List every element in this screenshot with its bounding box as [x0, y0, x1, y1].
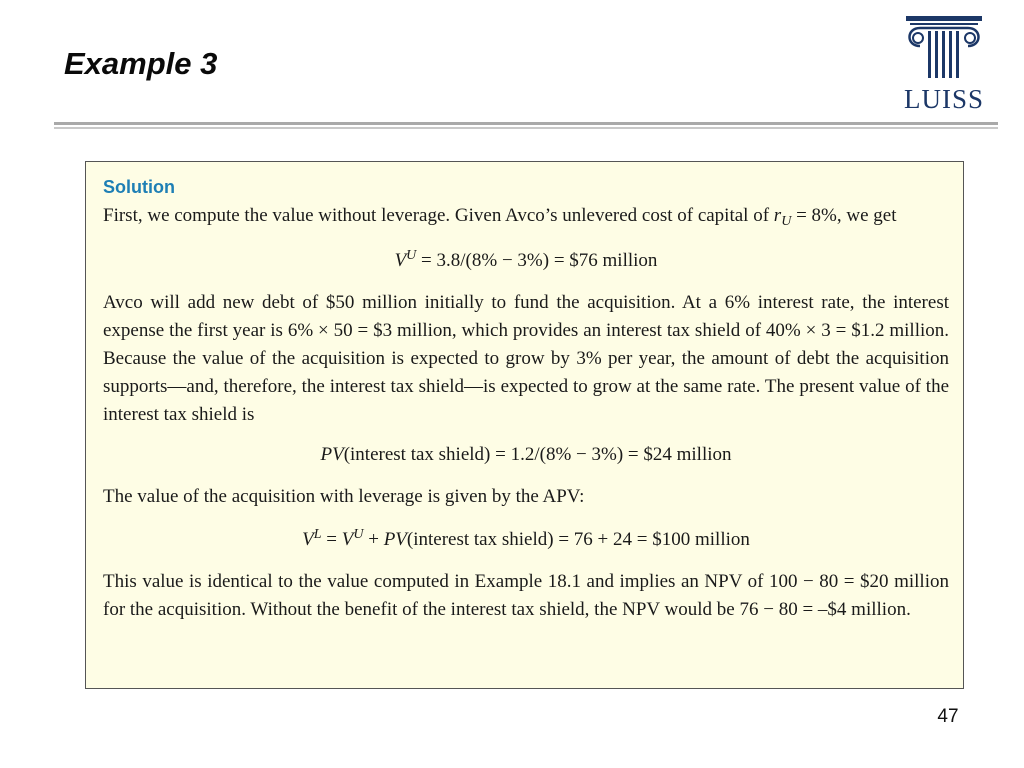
equation-levered-value — [103, 521, 949, 554]
eq2-rest: (interest tax shield) = 1.2/(8% − 3%) = $24 million — [343, 444, 732, 465]
paragraph-apv-intro: The value of the acquisition with leverage is given by the APV: — [103, 486, 585, 507]
eq2-variable: PV — [320, 444, 344, 465]
header-divider — [54, 122, 998, 125]
header-divider-shadow — [54, 127, 998, 129]
p1-variable: r — [773, 205, 782, 226]
column-icon — [898, 14, 990, 82]
equation-pv-tax-shield — [103, 441, 949, 469]
eq1-rest: = 3.8/(8% − 3%) = $76 million — [416, 250, 658, 271]
eq3-sup2: U — [353, 527, 364, 542]
solution-box — [85, 161, 964, 689]
eq3-equals: = — [321, 529, 342, 550]
eq1-superscript: U — [406, 248, 417, 263]
eq3-v2: V — [341, 529, 354, 550]
p1-text-a: First, we compute the value without leverage. Given Avco’s unlevered cost of capital of — [103, 205, 774, 226]
equation-unlevered-value — [103, 242, 949, 275]
slide-title: Example 3 — [64, 46, 218, 81]
page-number: 47 — [937, 706, 959, 727]
eq3-v1: V — [302, 529, 314, 550]
luiss-logo — [898, 14, 990, 118]
eq3-plus: + — [363, 529, 384, 550]
solution-content — [103, 176, 949, 624]
eq3-v3: PV — [383, 529, 407, 550]
paragraph-unlevered-value — [103, 202, 949, 236]
paragraph-npv-conclusion: This value is identical to the value computed in Example 18.1 and implies an NPV of 100 − 80 = $20 million for the acquisition. Without the benefit of the interest tax shield, the NPV would be 76 − 80 = –$4 million. — [103, 571, 949, 620]
p1-subscript: U — [781, 214, 792, 229]
logo-text: LUISS — [903, 84, 984, 114]
p1-text-b: = 8%, we get — [791, 205, 897, 226]
solution-heading: Solution — [103, 177, 175, 197]
eq1-variable: V — [394, 250, 407, 271]
eq3-sup1: L — [313, 527, 322, 542]
paragraph-debt-tax-shield: Avco will add new debt of $50 million initially to fund the acquisition. At a 6% interest rate, the interest expense the first year is 6% × 50 = $3 million, which provides an interest tax shield of 40% × 3 = $1.2 million. Because the value of the acquisition is expected to grow by 3% per year, the amount of debt the acquisition supports—and, therefore, the interest tax shield—is expected to grow at the same rate. The present value of the interest tax shield is — [103, 292, 949, 425]
eq3-rest: (interest tax shield) = 76 + 24 = $100 million — [406, 529, 750, 550]
